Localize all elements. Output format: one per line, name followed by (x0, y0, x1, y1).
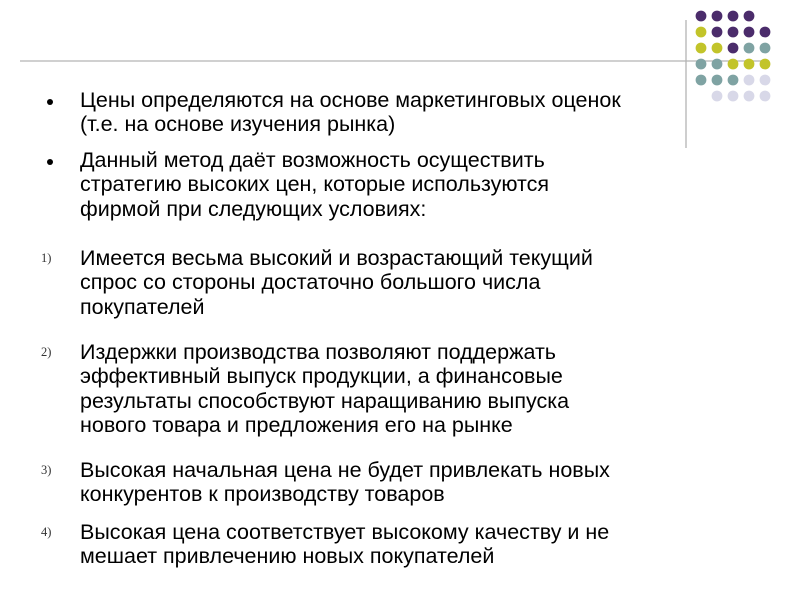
text-line: Цены определяются на основе маркетинговых оценок (80, 88, 621, 112)
list-item-text (80, 246, 780, 319)
number-marker: 4) (41, 525, 52, 539)
text-line: фирмой при следующих условиях: (80, 196, 427, 221)
text-line: Издержки производства позволяют поддержать (80, 340, 557, 364)
list-item-text (80, 520, 780, 569)
text-line: эффективный выпуск продукции, а финансовые (80, 364, 563, 389)
text-line: результаты способствуют наращиванию выпуска (80, 388, 570, 413)
text-line: Высокая цена соответствует высокому качеству и не (80, 520, 610, 544)
text-line: Высокая начальная цена не будет привлекать новых (80, 458, 610, 482)
bullet-marker (47, 159, 53, 165)
text-line: Имеется весьма высокий и возрастающий текущий (80, 246, 593, 270)
text-line: стратегию высоких цен, которые используются (80, 172, 550, 197)
text-line: покупателей (80, 294, 205, 319)
text-line: спрос со стороны достаточно большого числа (80, 270, 541, 295)
list-item-text (80, 458, 780, 507)
number-marker: 3) (41, 463, 52, 477)
list-item-text (80, 340, 780, 438)
number-marker: 1) (41, 251, 52, 265)
text-line: нового товара и предложения его на рынке (80, 413, 513, 438)
text-line: Данный метод даёт возможность осуществить (80, 148, 545, 172)
bullet-marker (47, 99, 53, 105)
list-item-text (80, 148, 780, 221)
text-line: конкурентов к производству товаров (80, 482, 445, 507)
text-line: мешает привлечению новых покупателей (80, 544, 495, 569)
number-marker: 2) (41, 345, 52, 359)
list-item-text (80, 88, 780, 137)
text-line: (т.е. на основе изучения рынка) (80, 112, 396, 137)
